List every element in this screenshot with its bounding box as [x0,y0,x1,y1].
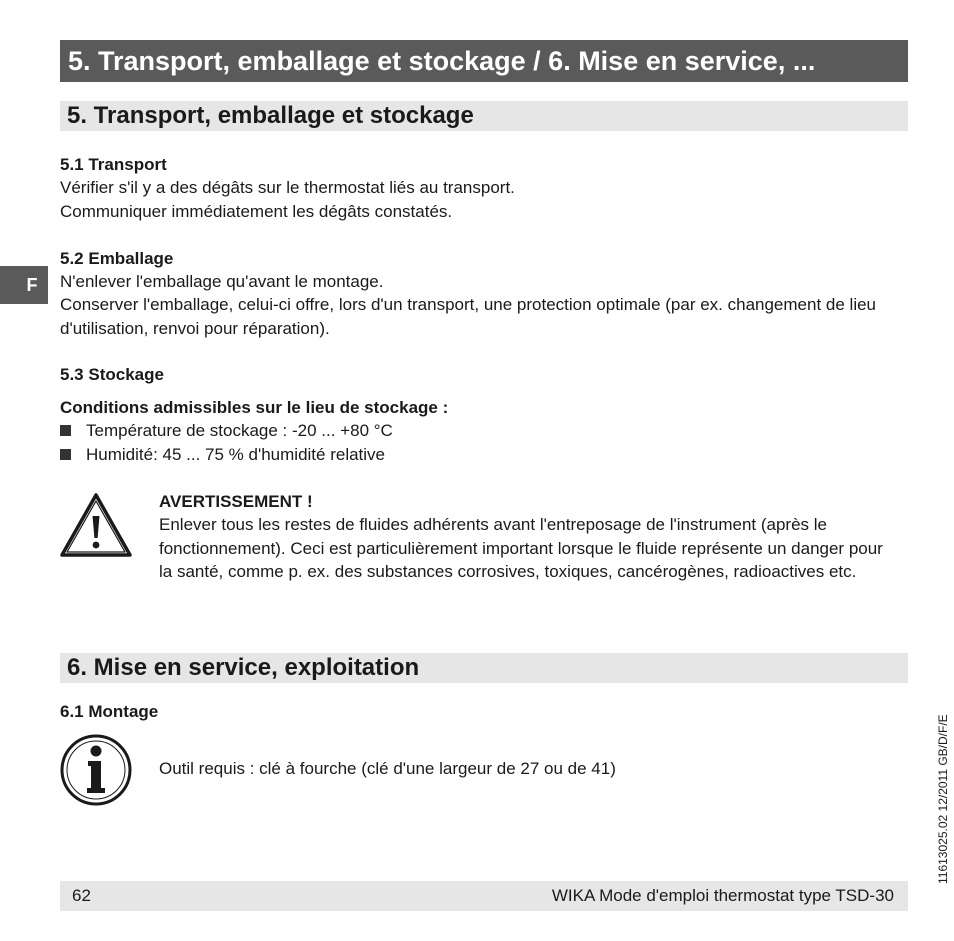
section-5-title: 5. Transport, emballage et stockage [60,101,908,131]
warning-title: AVERTISSEMENT ! [159,492,313,511]
transport-line-1: Vérifier s'il y a des dégâts sur le thermostat liés au transport. [60,178,515,197]
heading-6-1: 6.1 Montage [60,702,159,721]
packaging-line-2: Conserver l'emballage, celui-ci offre, lors d'un transport, une protection optimale (par ex. changement de lieu d'utilisation, renvoi pour réparation). [60,295,876,338]
page-number: 62 [72,886,91,905]
footer-bar [60,881,908,911]
language-tab: F [0,266,48,304]
document-title: WIKA Mode d'emploi thermostat type TSD-30 [551,886,894,905]
info-text: Outil requis : clé à fourche (clé d'une largeur de 27 ou de 41) [159,759,616,778]
warning-text: Enlever tous les restes de fluides adhérents avant l'entreposage de l'instrument (après le fonctionnement). Ceci est particulièrement important lorsque le fluide représente un danger pour la santé, comme p. ex. des substances corrosives, toxiques, cancérogènes, radioactives etc. [159,515,883,581]
heading-5-1: 5.1 Transport [60,155,167,174]
warning-triangle-icon [59,492,133,558]
heading-5-2: 5.2 Emballage [60,249,174,268]
page-banner-title: 5. Transport, emballage et stockage / 6. Mise en service, ... [60,40,908,82]
bullet-square-icon [60,449,71,460]
section-6-title: 6. Mise en service, exploitation [60,653,908,683]
list-item [60,443,385,467]
transport-line-2: Communiquer immédiatement les dégâts constatés. [60,202,453,221]
info-icon [59,733,133,807]
storage-conditions-heading: Conditions admissibles sur le lieu de stockage : [60,398,449,417]
bullet-square-icon [60,425,71,436]
storage-temperature: Température de stockage : -20 ... +80 °C [86,421,393,440]
packaging-line-1: N'enlever l'emballage qu'avant le montage. [60,272,384,291]
list-item [60,419,393,443]
heading-5-3: 5.3 Stockage [60,365,164,384]
storage-humidity: Humidité: 45 ... 75 % d'humidité relative [86,445,386,464]
document-code: 11613025.02 12/2011 GB/D/F/E [936,714,950,884]
